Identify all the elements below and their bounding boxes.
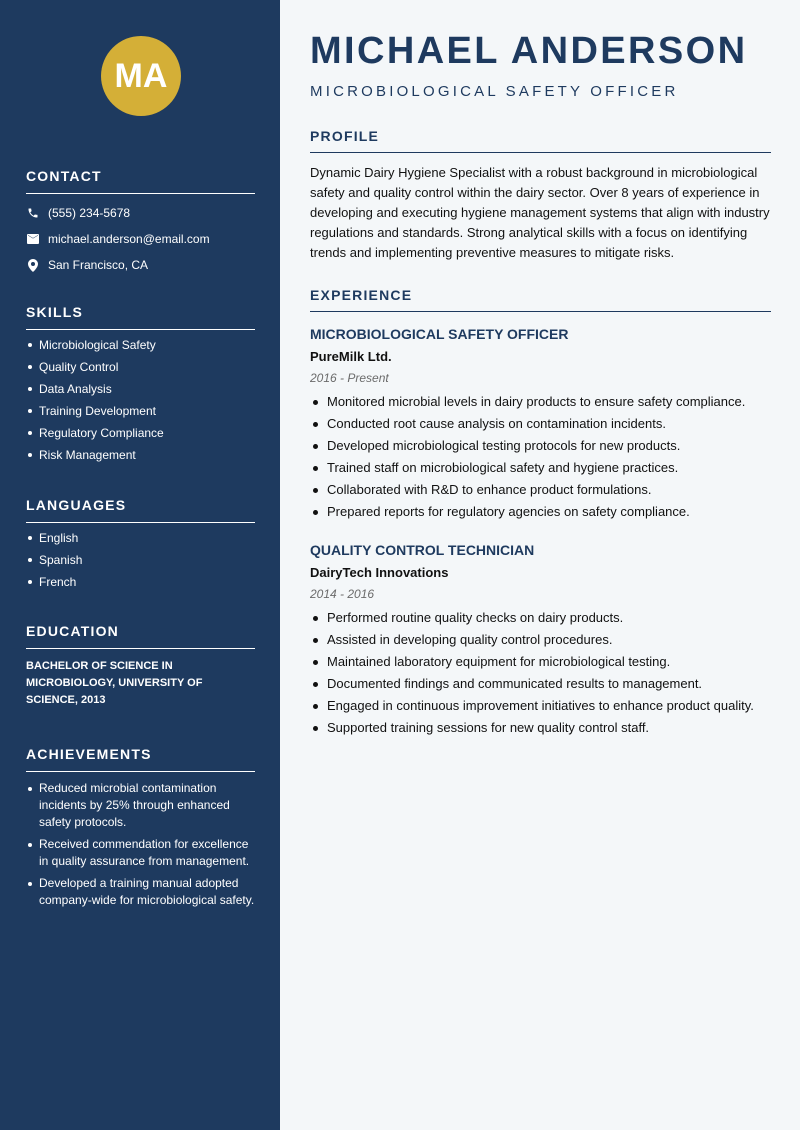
contact-email-text: michael.anderson@email.com	[48, 232, 210, 246]
location-pin-icon	[26, 258, 40, 272]
phone-icon	[26, 206, 40, 220]
list-item: French	[26, 575, 255, 589]
contact-email	[26, 226, 255, 252]
achievements-list	[26, 780, 255, 909]
list-item: English	[26, 531, 255, 545]
contact-phone-text: (555) 234-5678	[48, 206, 131, 220]
skills-list	[26, 338, 255, 462]
languages-section	[26, 497, 255, 597]
job-bullets	[310, 394, 771, 520]
languages-list	[26, 531, 255, 589]
job-title-header: MICROBIOLOGICAL SAFETY OFFICER	[310, 83, 679, 100]
list-item: Risk Management	[26, 448, 255, 462]
list-item: Supported training sessions for new quality control staff.	[310, 720, 771, 736]
experience-heading: EXPERIENCE	[310, 287, 771, 312]
list-item: Reduced microbial contamination incidents by 25% through enhanced safety protocols.	[26, 780, 255, 831]
list-item: Received commendation for excellence in quality assurance from management.	[26, 836, 255, 870]
job-dates: 2016 - Present	[310, 371, 389, 385]
profile-heading: PROFILE	[310, 128, 771, 153]
list-item: Data Analysis	[26, 382, 255, 396]
contact-location-text: San Francisco, CA	[48, 258, 149, 272]
list-item: Quality Control	[26, 360, 255, 374]
list-item: Developed microbiological testing protocols for new products.	[310, 438, 771, 454]
skills-section	[26, 304, 255, 470]
achievements-section	[26, 746, 255, 914]
avatar	[101, 36, 181, 116]
job-title: QUALITY CONTROL TECHNICIAN	[310, 542, 535, 558]
candidate-name: MICHAEL ANDERSON	[310, 30, 748, 72]
job-entry	[310, 326, 771, 526]
contact-section	[26, 168, 255, 278]
list-item: Collaborated with R&D to enhance product formulations.	[310, 482, 771, 498]
profile-section	[310, 128, 771, 263]
job-dates: 2014 - 2016	[310, 587, 375, 601]
job-company: DairyTech Innovations	[310, 565, 449, 580]
list-item: Training Development	[26, 404, 255, 418]
education-degree: BACHELOR OF SCIENCE IN MICROBIOLOGY, UNIVERSITY OF SCIENCE, 2013	[26, 660, 203, 706]
job-company: PureMilk Ltd.	[310, 349, 392, 364]
avatar-initials: MA	[114, 56, 168, 95]
email-icon	[26, 232, 40, 246]
list-item: Developed a training manual adopted company-wide for microbiological safety.	[26, 875, 255, 909]
list-item: Spanish	[26, 553, 255, 567]
list-item: Microbiological Safety	[26, 338, 255, 352]
list-item: Documented findings and communicated results to management.	[310, 676, 771, 692]
languages-heading: LANGUAGES	[26, 497, 255, 523]
contact-phone	[26, 200, 255, 226]
job-bullets	[310, 610, 771, 736]
education-heading: EDUCATION	[26, 623, 255, 649]
contact-heading: CONTACT	[26, 168, 255, 194]
list-item: Assisted in developing quality control procedures.	[310, 632, 771, 648]
experience-section	[310, 287, 771, 312]
list-item: Trained staff on microbiological safety and hygiene practices.	[310, 460, 771, 476]
job-entry	[310, 542, 771, 742]
skills-heading: SKILLS	[26, 304, 255, 330]
profile-text: Dynamic Dairy Hygiene Specialist with a robust background in microbiological safety and quality control within the dairy sector. Over 8 years of experience in developing and executing hygiene management systems that align with industry regulations and standards. Strong analytical skills with a focus on identifying trends and implementing preventive measures to mitigate risks.	[310, 165, 770, 260]
list-item: Conducted root cause analysis on contamination incidents.	[310, 416, 771, 432]
sidebar	[0, 0, 280, 1130]
list-item: Performed routine quality checks on dairy products.	[310, 610, 771, 626]
education-section	[26, 623, 255, 709]
achievements-heading: ACHIEVEMENTS	[26, 746, 255, 772]
list-item: Engaged in continuous improvement initiatives to enhance product quality.	[310, 698, 771, 714]
list-item: Regulatory Compliance	[26, 426, 255, 440]
list-item: Monitored microbial levels in dairy products to ensure safety compliance.	[310, 394, 771, 410]
list-item: Prepared reports for regulatory agencies on safety compliance.	[310, 504, 771, 520]
list-item: Maintained laboratory equipment for microbiological testing.	[310, 654, 771, 670]
contact-location	[26, 252, 255, 278]
job-title: MICROBIOLOGICAL SAFETY OFFICER	[310, 326, 569, 342]
